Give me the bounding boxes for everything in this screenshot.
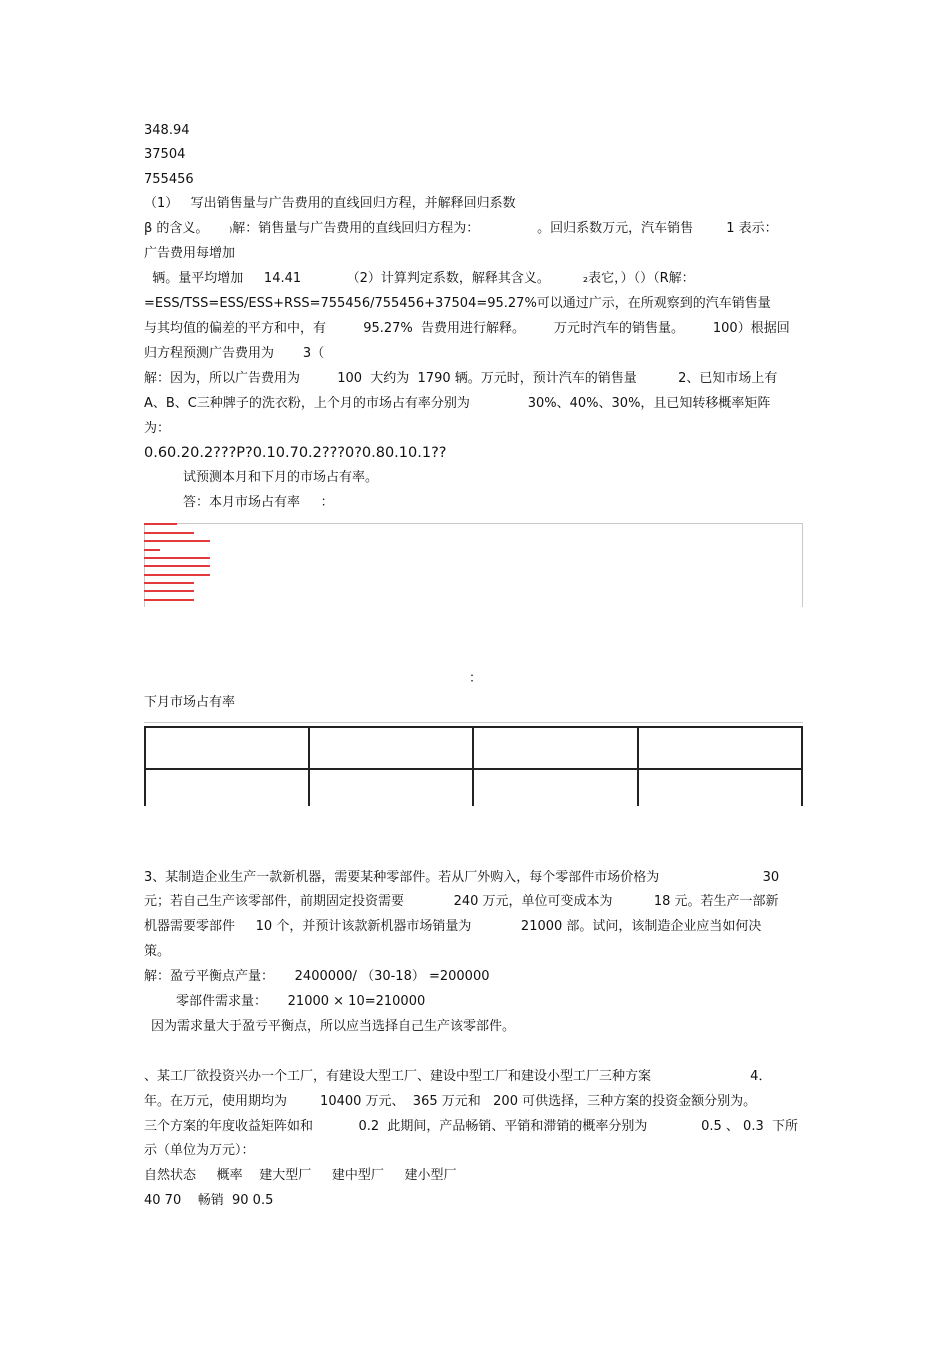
text-line: 40 70 畅销 90 0.5 (144, 1193, 274, 1208)
text-line: 答：本月市场占有率 ： (183, 495, 334, 510)
text-line: β 的含义。 ₎解：销售量与广告费用的直线回归方程为： 。回归系数万元，汽车销售 1 表示： (144, 221, 778, 236)
text-line: =ESS/TSS=ESS/ESS+RSS=755456/755456+37504=95.27%可以通过广示，在所观察到的汽车销售量 (144, 296, 771, 311)
text-line: 广告费用每增加 (144, 246, 236, 261)
text-line: 三个方案的年度收益矩阵如和 0.2 此期间，产品畅销、平销和滞销的概率分别为 0.5 、 0.3 下所 (144, 1119, 798, 1134)
text-line: A、B、C三种牌子的洗衣粉，上个月的市场占有率分别为 30%、40%、30%，且已知转移概率矩阵 (144, 396, 771, 411)
red-bar (144, 565, 210, 567)
red-bar (144, 557, 210, 559)
text-line: 755456 (144, 172, 194, 187)
text-line: 试预测本月和下月的市场占有率。 (183, 470, 379, 485)
text-line: 元；若自己生产该零部件，前期固定投资需要 240 万元，单位可变成本为 18 元。若生产一部新 (144, 894, 779, 909)
text-line: 下月市场占有率 (144, 695, 236, 710)
text-line: 为： (144, 421, 171, 436)
text-line: 辆。量平均增加 14.41 （2）计算判定系数，解释其含义。 ₂表它，）（）（R解： (144, 271, 695, 286)
text-line: 3、某制造企业生产一款新机器，需要某种零部件。若从厂外购入，每个零部件市场价格为 30 (144, 870, 780, 885)
red-bar (144, 532, 194, 534)
red-bar (144, 540, 210, 542)
red-bar (144, 549, 160, 551)
text-line: 自然状态 概率 建大型厂 建中型厂 建小型厂 (144, 1168, 457, 1183)
text-line: 解：盈亏平衡点产量： 2400000/ （30-18） =200000 (144, 969, 490, 984)
text-line: （1） 写出销售量与广告费用的直线回归方程，并解释回归系数 (144, 196, 516, 211)
text-line: 归方程预测广告费用为 3（ (144, 346, 325, 361)
text-line: 解：因为，所以广告费用为 100 大约为 1790 辆。万元时，预计汽车的销售量 2、已知市场上有 (144, 371, 778, 386)
red-bar (144, 590, 194, 592)
text-line: 、某工厂欲投资兴办一个工厂，有建设大型工厂、建设中型工厂和建设小型工厂三种方案 4． (144, 1069, 772, 1084)
text-line: ： (469, 671, 483, 686)
red-bar (144, 582, 194, 584)
text-line: 因为需求量大于盈亏平衡点，所以应当选择自己生产该零部件。 (151, 1019, 516, 1034)
transition-matrix-line: 0.60.20.2???P?0.10.70.2???0?0.80.10.1?? (144, 445, 447, 461)
text-line: 零部件需求量： 21000 × 10=210000 (176, 994, 426, 1009)
text-line: 示（单位为万元）： (144, 1143, 255, 1158)
text-line: 37504 (144, 147, 186, 162)
red-bar (144, 523, 177, 525)
next-month-share-table (144, 726, 803, 806)
red-bar (144, 574, 210, 576)
text-line: 策。 (144, 944, 171, 959)
text-line: 机器需要零部件 10 个，并预计该款新机器市场销量为 21000 部。试问，该制造企业应当如何决 (144, 919, 762, 934)
red-bar (144, 599, 194, 601)
text-line: 年。在万元，使用期均为 10400 万元、 365 万元和 200 可供选择，三种方案的投资金额分别为。 (144, 1094, 757, 1109)
text-line: 348.94 (144, 123, 190, 138)
text-line: 与其均值的偏差的平方和中，有 95.27% 告费用进行解释。 万元时汽车的销售量。 100）根据回 (144, 321, 790, 336)
